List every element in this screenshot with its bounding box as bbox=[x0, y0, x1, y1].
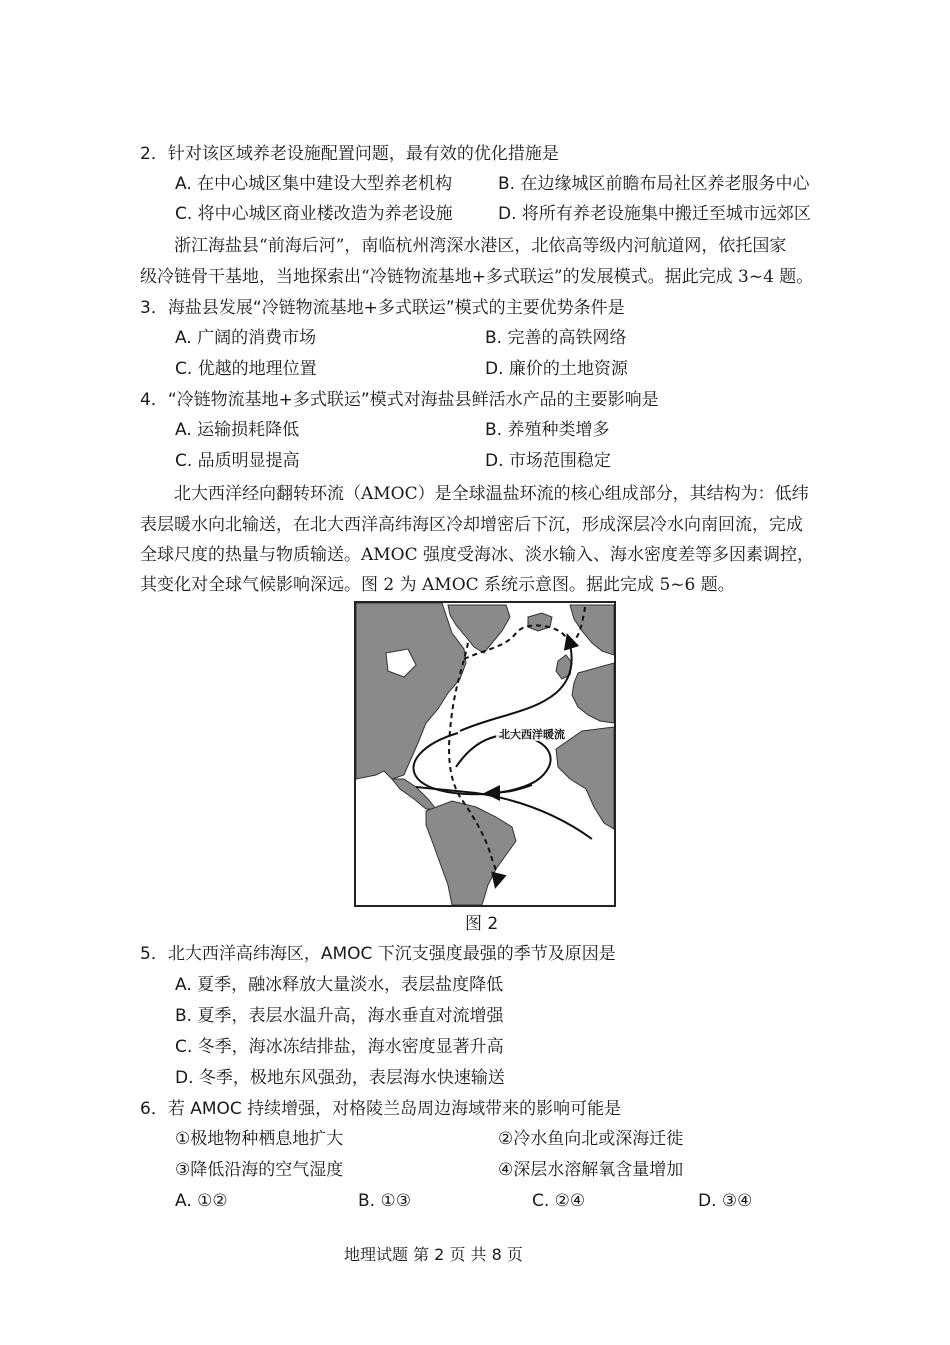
q4-stem: 4．“冷链物流基地+多式联运”模式对海盐县鲜活水产品的主要影响是 bbox=[140, 390, 659, 410]
q5-option-b: B. 夏季，表层水温升高，海水垂直对流增强 bbox=[175, 1006, 504, 1026]
figure-caption: 图 2 bbox=[465, 914, 499, 934]
q4-option-c: C. 品质明显提高 bbox=[175, 451, 300, 471]
q2-option-b: B. 在边缘城区前瞻布局社区养老服务中心 bbox=[498, 174, 810, 194]
q5-stem: 5．北大西洋高纬海区，AMOC 下沉支强度最强的季节及原因是 bbox=[140, 944, 616, 964]
q6-statement-1: ①极地物种栖息地扩大 bbox=[175, 1129, 344, 1149]
q6-statement-4: ④深层水溶解氧含量增加 bbox=[498, 1160, 684, 1180]
q6-option-c: C. ②④ bbox=[532, 1191, 586, 1211]
q3-option-c: C. 优越的地理位置 bbox=[175, 359, 317, 379]
material2-line2: 表层暖水向北输送，在北大西洋高纬海区冷却增密后下沉，形成深层冷水向南回流，完成 bbox=[140, 515, 803, 535]
q3-stem: 3．海盐县发展“冷链物流基地+多式联运”模式的主要优势条件是 bbox=[140, 298, 625, 318]
material2-line3: 全球尺度的热量与物质输送。AMOC 强度受海冰、淡水输入、海水密度差等多因素调控， bbox=[140, 545, 815, 565]
q6-statement-3: ③降低沿海的空气湿度 bbox=[175, 1160, 344, 1180]
page-footer: 地理试题 第 2 页 共 8 页 bbox=[344, 1245, 523, 1264]
q4-option-d: D. 市场范围稳定 bbox=[485, 451, 611, 471]
q6-option-a: A. ①② bbox=[175, 1191, 228, 1211]
material2-line1: 北大西洋经向翻转环流（AMOC）是全球温盐环流的核心组成部分，其结构为：低纬 bbox=[174, 484, 809, 504]
q2-option-a: A. 在中心城区集中建设大型养老机构 bbox=[175, 174, 453, 194]
iceland-landmass bbox=[528, 613, 552, 631]
q2-option-c: C. 将中心城区商业楼改造为养老设施 bbox=[175, 204, 453, 224]
current-label: 北大西洋暖流 bbox=[499, 728, 565, 741]
q6-stem: 6．若 AMOC 持续增强，对格陵兰岛周边海域带来的影响可能是 bbox=[140, 1099, 622, 1119]
q5-option-a: A. 夏季，融冰释放大量淡水，表层盐度降低 bbox=[175, 975, 504, 995]
q3-option-b: B. 完善的高铁网络 bbox=[485, 328, 627, 348]
q3-option-a: A. 广阔的消费市场 bbox=[175, 328, 317, 348]
q5-option-d: D. 冬季，极地东风强劲，表层海水快速输送 bbox=[175, 1068, 505, 1088]
scandinavia-landmass bbox=[570, 605, 614, 655]
material1-line1: 浙江海盐县“前海后河”，南临杭州湾深水港区，北依高等级内河航道网，依托国家 bbox=[174, 236, 787, 256]
south-america-landmass bbox=[426, 801, 516, 905]
q5-option-c: C. 冬季，海冰冻结排盐，海水密度显著升高 bbox=[175, 1037, 504, 1057]
q4-option-a: A. 运输损耗降低 bbox=[175, 420, 300, 440]
africa-landmass bbox=[556, 727, 614, 829]
q4-option-b: B. 养殖种类增多 bbox=[485, 420, 610, 440]
q6-option-d: D. ③④ bbox=[698, 1191, 753, 1211]
material2-line4: 其变化对全球气候影响深远。图 2 为 AMOC 系统示意图。据此完成 5~6 题。 bbox=[140, 575, 735, 595]
q6-statement-2: ②冷水鱼向北或深海迁徙 bbox=[498, 1129, 684, 1149]
north-atlantic-drift-current bbox=[460, 637, 572, 731]
material1-line2: 级冷链骨干基地，当地探索出“冷链物流基地+多式联运”的发展模式。据此完成 3~4 题。 bbox=[140, 267, 814, 287]
q2-stem: 2．针对该区域养老设施配置问题，最有效的优化措施是 bbox=[140, 144, 559, 164]
amoc-map bbox=[356, 603, 614, 905]
q2-option-d: D. 将所有养老设施集中搬迁至城市远郊区 bbox=[498, 204, 811, 224]
q3-option-d: D. 廉价的土地资源 bbox=[485, 359, 628, 379]
europe-landmass bbox=[572, 663, 614, 723]
amoc-map-figure bbox=[354, 601, 616, 907]
q6-option-b: B. ①③ bbox=[358, 1191, 411, 1211]
central-america-landmass bbox=[392, 779, 436, 809]
